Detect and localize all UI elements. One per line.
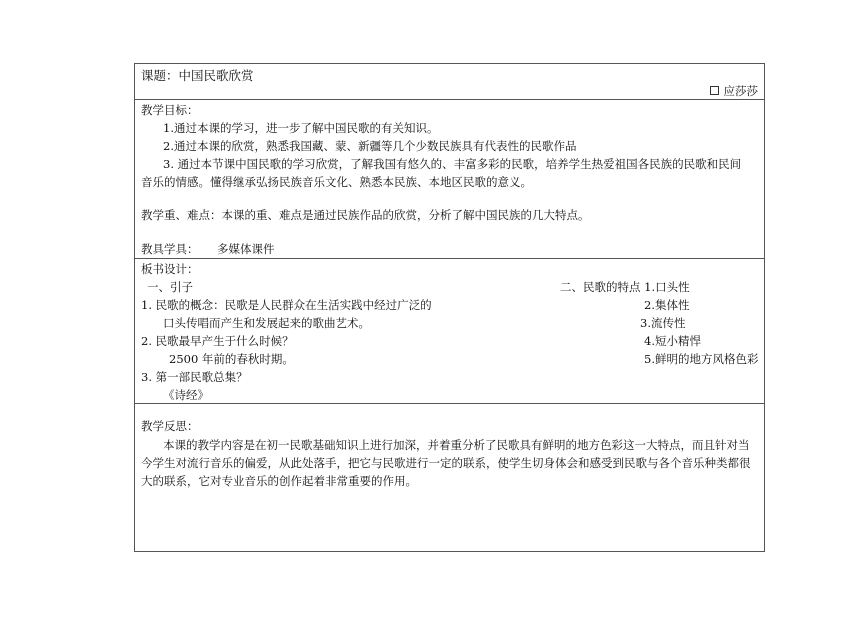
objective-item-3: 3. 通过本节课中国民歌的学习欣赏，了解我国有悠久的、丰富多彩的民歌，培养学生热爱祖国各民族的民歌和民间 [163, 157, 742, 171]
board-q2: 2. 民歌最早产生于什么时候？ [141, 334, 294, 348]
lesson-title: 课题：中国民歌欣赏 [141, 68, 254, 83]
board-intro: 一、引子 [147, 280, 193, 294]
lesson-plan-table [134, 63, 765, 552]
tools-value: 多媒体课件 [217, 242, 275, 256]
reflection-heading: 教学反思： [141, 419, 199, 433]
objective-item-3-cont: 音乐的情感。懂得继承弘扬民族音乐文化、熟悉本民族、本地区民歌的意义。 [141, 175, 532, 189]
checkbox-icon [710, 86, 719, 95]
divider [135, 403, 764, 404]
objective-item-2: 2.通过本课的欣赏，熟悉我国藏、蒙、新疆等几个少数民族具有代表性的民歌作品 [163, 139, 577, 153]
feature-item: 5.鲜明的地方风格色彩 [644, 352, 759, 366]
feature-item: 2.集体性 [644, 298, 690, 312]
author-name: 应莎莎 [723, 84, 758, 98]
features-heading: 二、民歌的特点 1.口头性 [560, 280, 690, 294]
board-q3: 3. 第一部民歌总集？ [141, 370, 248, 384]
objectives-heading: 教学目标： [141, 103, 199, 117]
board-q3-answer: 《诗经》 [163, 388, 209, 402]
divider [135, 99, 764, 100]
board-q1: 1. 民歌的概念：民歌是人民群众在生活实践中经过广泛的 [141, 298, 432, 312]
board-q2-answer: 2500 年前的春秋时期。 [169, 352, 294, 366]
divider [135, 258, 764, 259]
feature-item: 4.短小精悍 [644, 334, 701, 348]
author-line [710, 83, 759, 100]
feature-item: 3.流传性 [640, 316, 686, 330]
board-q1-answer: 口头传唱而产生和发展起来的歌曲艺术。 [163, 316, 370, 330]
key-points: 教学重、难点：本课的重、难点是通过民族作品的欣赏，分析了解中国民族的几大特点。 [141, 208, 590, 222]
reflection-text: 本课的教学内容是在初一民歌基础知识上进行加深，并着重分析了民歌具有鲜明的地方色彩这一大特点，而且针对当今学生对流行音乐的偏爱，从此处落手，把它与民歌进行一定的联系，使学生切身体会和感受到民歌与各个音乐种类都很大的联系，它对专业音乐的创作起着非常重要的作用。 [141, 438, 751, 488]
objective-item-1: 1.通过本课的学习，进一步了解中国民歌的有关知识。 [163, 121, 439, 135]
board-heading: 板书设计： [141, 262, 199, 276]
tools-label: 教具学具： [141, 242, 199, 256]
